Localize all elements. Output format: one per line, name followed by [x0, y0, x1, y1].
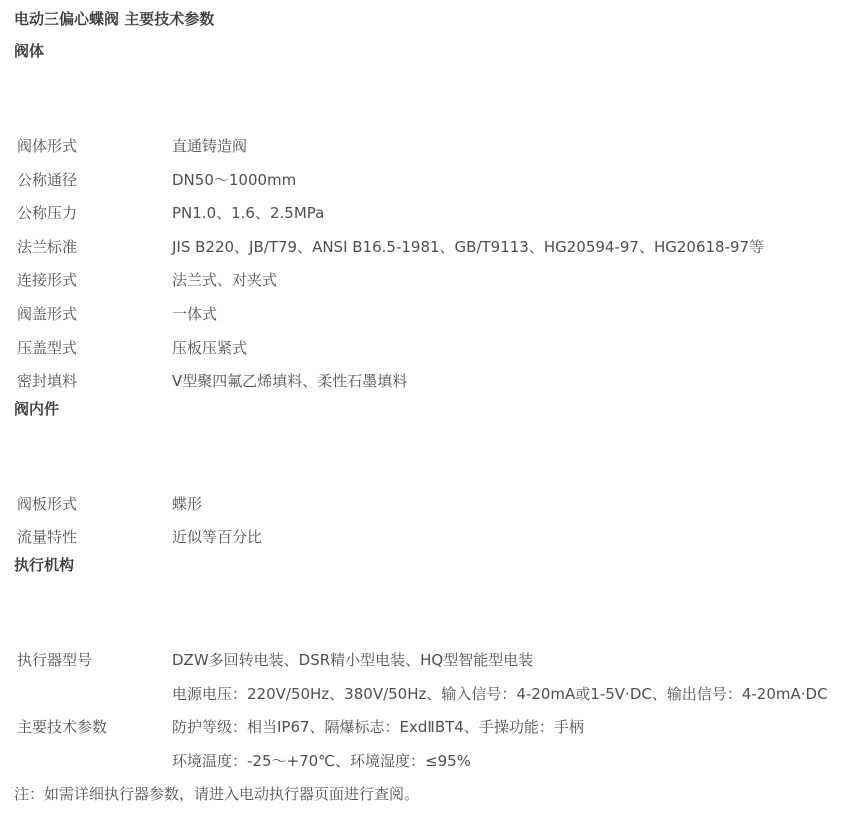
table-row — [14, 197, 836, 231]
spec-value: DN50～1000mm — [172, 170, 297, 189]
spec-label: 阀板形式 — [17, 494, 78, 513]
spec-value: 法兰式、对夹式 — [172, 271, 278, 290]
spec-value: 直通铸造阀 — [172, 137, 248, 155]
spec-label: 法兰标准 — [17, 237, 78, 256]
spec-label: 执行器型号 — [17, 650, 93, 669]
table-row — [14, 365, 836, 399]
spec-label: 密封填料 — [17, 372, 78, 391]
spec-label: 连接形式 — [17, 271, 78, 290]
spec-label: 公称压力 — [17, 204, 78, 223]
spec-value: 压板压紧式 — [172, 338, 248, 357]
spec-label: 公称通径 — [17, 170, 78, 189]
table-row — [14, 678, 836, 779]
spec-value: 近似等百分比 — [172, 528, 263, 547]
section-heading-valve-trim: 阀内件 — [14, 399, 60, 418]
spec-value-line: 防护等级：相当IP67、隔爆标志：ExdⅡBT4、手操功能：手柄 — [172, 718, 584, 737]
spec-label: 阀盖形式 — [17, 304, 78, 323]
table-row — [14, 521, 836, 555]
spec-value: JIS B220、JB/T79、ANSI B16.5-1981、GB/T9113、HG20594-97、HG20618-97等 — [172, 237, 765, 256]
table-row — [14, 644, 836, 678]
table-row — [14, 130, 836, 164]
table-row — [14, 332, 836, 366]
table-row — [14, 298, 836, 332]
spec-value: 一体式 — [172, 304, 218, 323]
actuator-table — [14, 644, 836, 778]
table-row — [14, 264, 836, 298]
section-heading-valve-body: 阀体 — [14, 42, 45, 60]
spec-value: V型聚四氟乙烯填料、柔性石墨填料 — [172, 372, 408, 391]
section-actuator — [14, 555, 836, 778]
spec-value: 蝶形 — [172, 494, 203, 513]
spec-value-line: 环境温度：-25～+70℃、环境湿度：≤95% — [172, 751, 471, 770]
spec-value: DZW多回转电装、DSR精小型电装、HQ型智能型电装 — [172, 650, 534, 669]
spec-value-line: 电源电压：220V/50Hz、380V/50Hz、输入信号：4-20mA或1-5V·DC、输出信号：4-20mA·DC — [172, 684, 828, 703]
valve-trim-table — [14, 488, 836, 555]
spec-value: PN1.0、1.6、2.5MPa — [172, 204, 325, 223]
spec-label: 阀体形式 — [17, 137, 78, 155]
table-row — [14, 231, 836, 265]
valve-body-table — [14, 130, 836, 399]
spec-label: 压盖型式 — [17, 338, 78, 357]
table-row — [14, 164, 836, 198]
section-valve-trim — [14, 399, 836, 555]
footnote: 注：如需详细执行器参数，请进入电动执行器页面进行查阅。 — [14, 785, 420, 804]
spec-label: 主要技术参数 — [17, 718, 108, 737]
spec-label: 流量特性 — [17, 528, 78, 547]
section-heading-actuator: 执行机构 — [14, 555, 75, 574]
table-row — [14, 488, 836, 522]
page-title: 电动三偏心蝶阀 主要技术参数 — [14, 10, 215, 28]
spec-value-multiline — [172, 678, 836, 779]
section-valve-body — [14, 41, 836, 399]
